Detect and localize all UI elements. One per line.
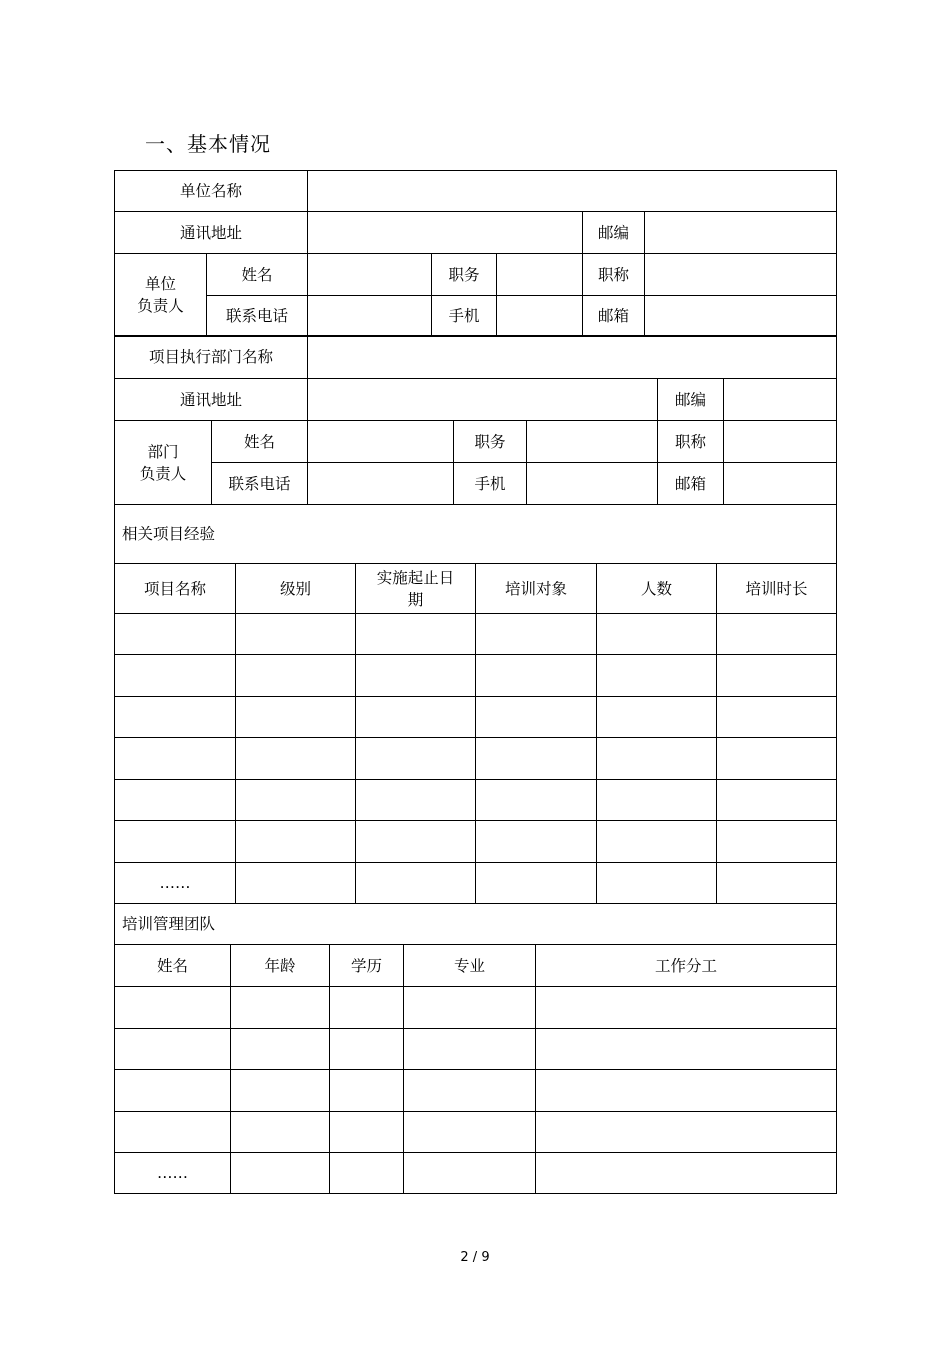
exp-cell[interactable] [597, 738, 717, 780]
dept-leader-phone-label: 联系电话 [212, 463, 308, 505]
dept-address-field[interactable] [308, 379, 658, 421]
unit-name-label: 单位名称 [115, 171, 308, 212]
exp-cell[interactable] [597, 863, 717, 904]
exp-cell[interactable] [356, 655, 476, 697]
table-row [115, 1070, 837, 1112]
experience-title: 相关项目经验 [115, 505, 837, 564]
dept-info-table [114, 335, 837, 505]
dept-leader-name-label: 姓名 [212, 421, 308, 463]
unit-leader-position-label: 职务 [432, 254, 497, 296]
exp-cell[interactable] [597, 780, 717, 821]
exp-cell[interactable] [476, 614, 597, 655]
table-row [115, 614, 837, 655]
dept-leader-phone-field[interactable] [308, 463, 454, 505]
dept-name-label: 项目执行部门名称 [115, 336, 308, 379]
team-cell[interactable] [536, 1029, 837, 1070]
exp-cell[interactable] [236, 780, 356, 821]
unit-leader-phone-field[interactable] [308, 296, 432, 337]
team-cell[interactable] [404, 1112, 536, 1153]
team-table [114, 903, 837, 1194]
team-header-cell: 专业 [404, 945, 536, 987]
dept-leader-title-field[interactable] [724, 421, 837, 463]
section-heading: 一、基本情况 [145, 132, 271, 156]
unit-leader-mobile-field[interactable] [497, 296, 583, 337]
team-cell[interactable] [115, 987, 231, 1029]
exp-cell[interactable] [236, 655, 356, 697]
team-cell[interactable] [231, 1112, 330, 1153]
exp-cell[interactable] [597, 614, 717, 655]
exp-cell[interactable] [356, 738, 476, 780]
exp-header-cell: 人数 [597, 564, 717, 614]
dept-leader-label: 部门 负责人 [115, 421, 212, 505]
team-cell[interactable] [231, 987, 330, 1029]
exp-header-cell: 级别 [236, 564, 356, 614]
dept-leader-email-field[interactable] [724, 463, 837, 505]
table-row [115, 863, 837, 904]
exp-header-cell: 实施起止日 期 [356, 564, 476, 614]
dept-leader-position-label: 职务 [454, 421, 527, 463]
team-cell[interactable] [404, 987, 536, 1029]
exp-cell[interactable] [236, 738, 356, 780]
exp-cell[interactable] [476, 863, 597, 904]
team-header-cell: 学历 [330, 945, 404, 987]
unit-leader-phone-label: 联系电话 [207, 296, 308, 337]
exp-cell[interactable] [476, 780, 597, 821]
unit-leader-email-field[interactable] [645, 296, 837, 337]
table-row [115, 1112, 837, 1153]
team-cell[interactable] [330, 1070, 404, 1112]
team-cell[interactable] [536, 1153, 837, 1194]
exp-header-cell: 项目名称 [115, 564, 236, 614]
team-cell[interactable] [115, 1029, 231, 1070]
team-cell[interactable] [115, 1070, 231, 1112]
exp-cell[interactable] [236, 863, 356, 904]
exp-cell[interactable] [597, 821, 717, 863]
team-ellipsis: …… [115, 1153, 231, 1194]
team-title: 培训管理团队 [115, 904, 837, 945]
team-cell[interactable] [404, 1029, 536, 1070]
dept-address-label: 通讯地址 [115, 379, 308, 421]
dept-leader-name-field[interactable] [308, 421, 454, 463]
exp-cell[interactable] [115, 655, 236, 697]
exp-cell[interactable] [717, 821, 837, 863]
team-header-cell: 年龄 [231, 945, 330, 987]
table-row [115, 697, 837, 738]
exp-cell[interactable] [356, 780, 476, 821]
exp-cell[interactable] [115, 738, 236, 780]
unit-leader-label: 单位 负责人 [115, 254, 207, 337]
table-row [115, 738, 837, 780]
exp-header-cell: 培训对象 [476, 564, 597, 614]
exp-cell[interactable] [476, 738, 597, 780]
exp-cell[interactable] [476, 655, 597, 697]
table-row [115, 987, 837, 1029]
unit-info-table [114, 170, 837, 337]
exp-cell[interactable] [356, 863, 476, 904]
dept-leader-mobile-label: 手机 [454, 463, 527, 505]
dept-leader-mobile-field[interactable] [527, 463, 658, 505]
team-cell[interactable] [330, 1029, 404, 1070]
table-row [115, 1029, 837, 1070]
team-header-cell: 姓名 [115, 945, 231, 987]
exp-cell[interactable] [236, 821, 356, 863]
team-cell[interactable] [330, 987, 404, 1029]
exp-ellipsis: …… [115, 863, 236, 904]
team-cell[interactable] [231, 1029, 330, 1070]
unit-postcode-field[interactable] [645, 212, 837, 254]
page-number: 2 / 9 [460, 1250, 490, 1265]
exp-cell[interactable] [356, 821, 476, 863]
team-cell[interactable] [330, 1112, 404, 1153]
experience-table [114, 504, 837, 904]
exp-cell[interactable] [115, 821, 236, 863]
unit-address-field[interactable] [308, 212, 583, 254]
team-cell[interactable] [536, 1070, 837, 1112]
exp-cell[interactable] [356, 614, 476, 655]
team-cell[interactable] [231, 1153, 330, 1194]
unit-leader-name-field[interactable] [308, 254, 432, 296]
team-cell[interactable] [231, 1070, 330, 1112]
exp-cell[interactable] [597, 655, 717, 697]
dept-name-field[interactable] [308, 336, 837, 379]
dept-leader-title-label: 职称 [658, 421, 724, 463]
unit-leader-mobile-label: 手机 [432, 296, 497, 337]
exp-cell[interactable] [236, 614, 356, 655]
dept-leader-position-field[interactable] [527, 421, 658, 463]
team-header-cell: 工作分工 [536, 945, 837, 987]
team-cell[interactable] [404, 1153, 536, 1194]
dept-postcode-label: 邮编 [658, 379, 724, 421]
exp-cell[interactable] [717, 697, 837, 738]
unit-leader-email-label: 邮箱 [583, 296, 645, 337]
team-cell[interactable] [330, 1153, 404, 1194]
unit-leader-position-field[interactable] [497, 254, 583, 296]
team-cell[interactable] [115, 1112, 231, 1153]
dept-postcode-field[interactable] [724, 379, 837, 421]
unit-leader-name-label: 姓名 [207, 254, 308, 296]
table-row [115, 780, 837, 821]
exp-cell[interactable] [115, 780, 236, 821]
unit-leader-title-field[interactable] [645, 254, 837, 296]
dept-leader-email-label: 邮箱 [658, 463, 724, 505]
exp-cell[interactable] [717, 614, 837, 655]
exp-cell[interactable] [476, 821, 597, 863]
exp-cell[interactable] [476, 697, 597, 738]
exp-cell[interactable] [236, 697, 356, 738]
table-row [115, 1153, 837, 1194]
exp-cell[interactable] [717, 780, 837, 821]
exp-cell[interactable] [115, 614, 236, 655]
exp-cell[interactable] [597, 697, 717, 738]
team-cell[interactable] [404, 1070, 536, 1112]
unit-postcode-label: 邮编 [583, 212, 645, 254]
unit-name-field[interactable] [308, 171, 837, 212]
unit-address-label: 通讯地址 [115, 212, 308, 254]
unit-leader-title-label: 职称 [583, 254, 645, 296]
team-cell[interactable] [536, 987, 837, 1029]
exp-cell[interactable] [717, 738, 837, 780]
exp-cell[interactable] [717, 863, 837, 904]
table-row [115, 821, 837, 863]
team-cell[interactable] [536, 1112, 837, 1153]
exp-header-cell: 培训时长 [717, 564, 837, 614]
exp-cell[interactable] [717, 655, 837, 697]
exp-cell[interactable] [356, 697, 476, 738]
exp-cell[interactable] [115, 697, 236, 738]
table-row [115, 655, 837, 697]
